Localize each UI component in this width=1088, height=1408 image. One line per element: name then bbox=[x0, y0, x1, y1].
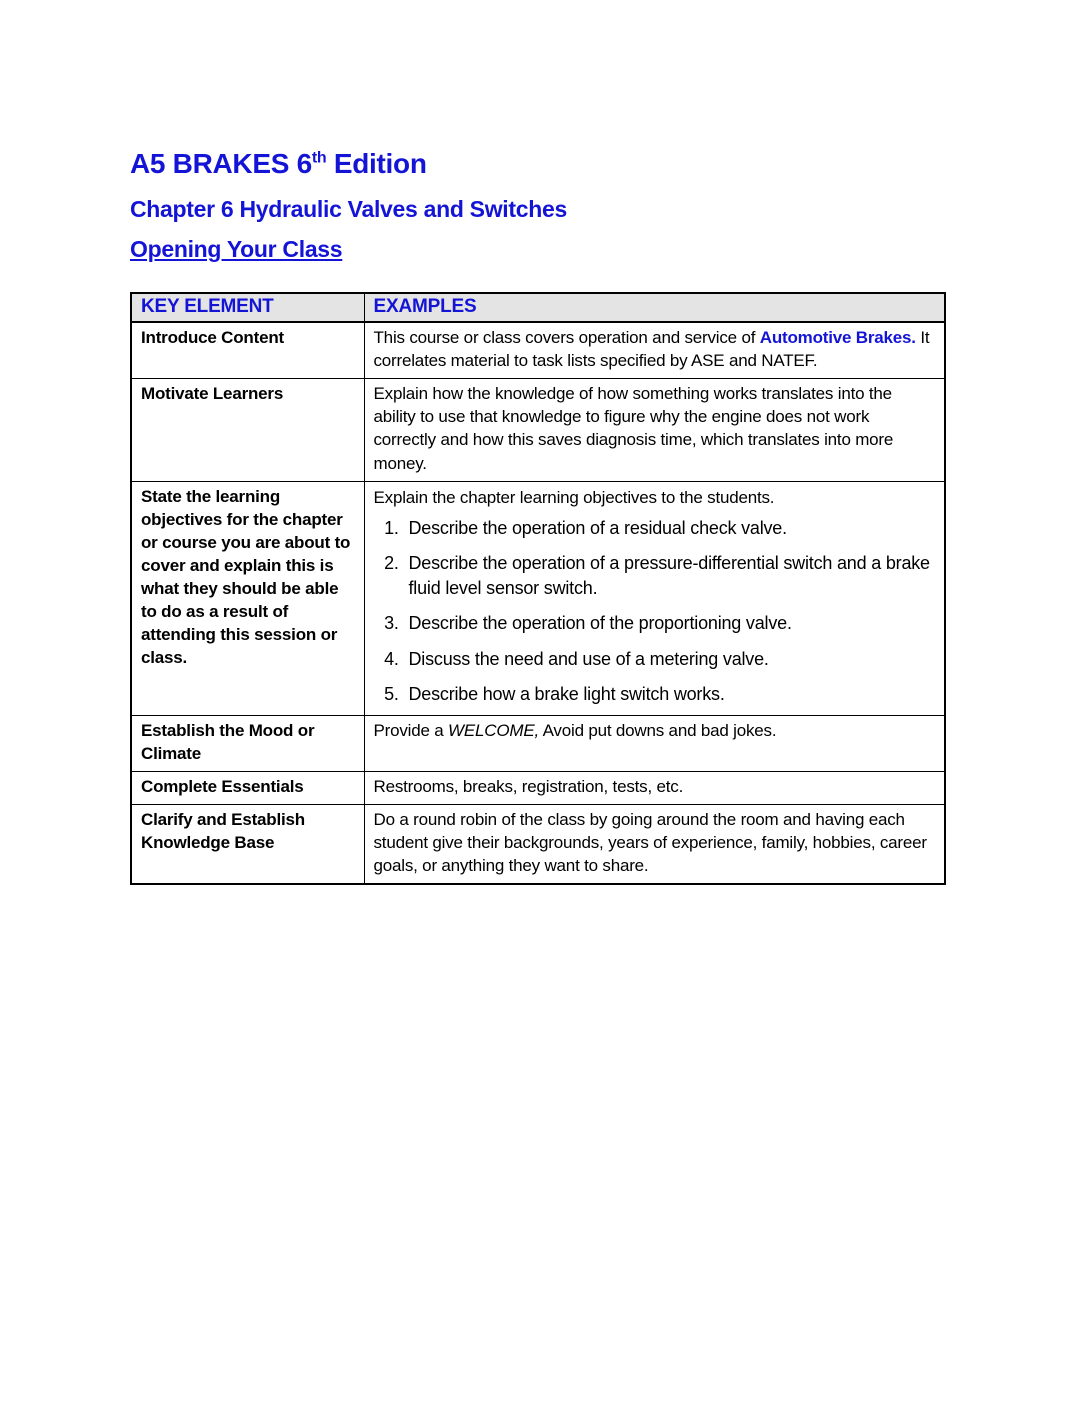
section-heading: Opening Your Class bbox=[130, 236, 343, 262]
example-cell bbox=[364, 322, 945, 379]
table-row bbox=[131, 771, 945, 804]
table-header-row bbox=[131, 293, 945, 322]
document-title-main: A5 BRAKES 6 bbox=[130, 148, 312, 179]
example-cell bbox=[364, 715, 945, 771]
example-text: Provide a bbox=[373, 720, 449, 740]
document-title bbox=[130, 148, 955, 180]
example-cell bbox=[364, 804, 945, 884]
key-element-cell: Motivate Learners bbox=[131, 379, 364, 481]
example-intro-text: Explain the chapter learning objectives to the students. bbox=[373, 487, 775, 507]
table-row bbox=[131, 715, 945, 771]
table-row bbox=[131, 379, 945, 481]
key-element-cell: Introduce Content bbox=[131, 322, 364, 379]
table-row bbox=[131, 481, 945, 715]
table-row bbox=[131, 804, 945, 884]
example-text: It correlates material to task lists specified by ASE and NATEF. bbox=[373, 328, 930, 371]
table-row bbox=[131, 322, 945, 379]
example-text-emphasis: WELCOME, bbox=[448, 720, 540, 740]
document-title-superscript: th bbox=[311, 149, 327, 167]
objective-item: 5. Describe how a brake light switch works. bbox=[404, 682, 935, 706]
example-text: This course or class covers operation and service of bbox=[373, 328, 760, 347]
objective-item: 3. Describe the operation of the proportioning valve. bbox=[404, 611, 935, 635]
objective-item: 1. Describe the operation of a residual check valve. bbox=[404, 516, 935, 540]
key-element-cell: Clarify and Establish Knowledge Base bbox=[131, 804, 364, 884]
column-header-key-element: KEY ELEMENT bbox=[131, 293, 364, 322]
example-text: Avoid put downs and bad jokes. bbox=[539, 720, 777, 740]
key-element-cell: Establish the Mood or Climate bbox=[131, 715, 364, 771]
objectives-list bbox=[374, 516, 935, 707]
key-element-cell: State the learning objectives for the chapter or course you are about to cover and explain this is what they should be able to do as a result of attending this session or class. bbox=[131, 481, 364, 715]
document-title-suffix: Edition bbox=[326, 148, 427, 179]
key-element-cell: Complete Essentials bbox=[131, 771, 364, 804]
example-text-emphasis: Automotive Brakes. bbox=[759, 328, 916, 347]
example-text: Explain how the knowledge of how something works translates into the ability to use that knowledge to figure why the engine does not work correctly and how this saves diagnosis time, which translates into more money. bbox=[373, 384, 894, 473]
objective-item: 4. Discuss the need and use of a metering valve. bbox=[404, 647, 935, 671]
chapter-heading: Chapter 6 Hydraulic Valves and Switches bbox=[130, 196, 567, 222]
example-cell bbox=[364, 771, 945, 804]
key-element-table bbox=[130, 292, 946, 885]
example-cell bbox=[364, 481, 945, 715]
example-text: Do a round robin of the class by going around the room and having each student give their backgrounds, years of experience, family, hobbies, career goals, or anything they want to share. bbox=[373, 809, 927, 876]
column-header-examples: EXAMPLES bbox=[364, 293, 945, 322]
example-text: Restrooms, breaks, registration, tests, etc. bbox=[373, 776, 684, 796]
example-cell bbox=[364, 379, 945, 481]
objective-item: 2. Describe the operation of a pressure-differential switch and a brake fluid level sensor switch. bbox=[404, 551, 935, 600]
